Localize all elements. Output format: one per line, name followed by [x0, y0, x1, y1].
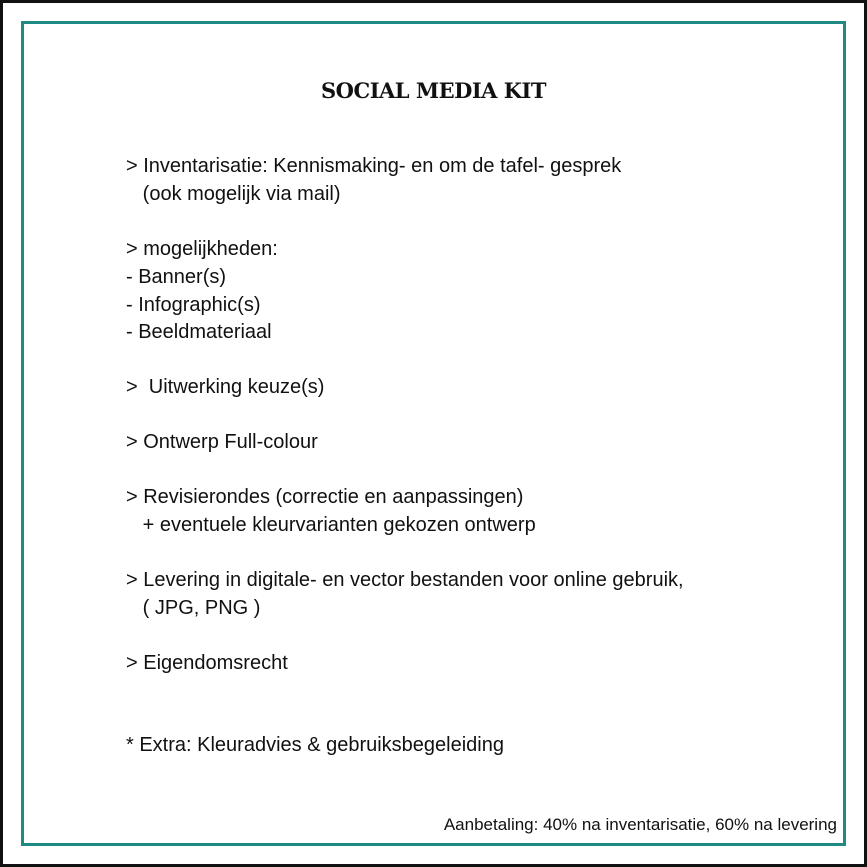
- page-title: SOCIAL MEDIA KIT: [321, 78, 546, 103]
- list-item-mogelijkheden: > mogelijkheden:: [126, 238, 278, 260]
- list-item-infographics: - Infographic(s): [126, 294, 261, 316]
- list-item-kleurvarianten: + eventuele kleurvarianten gekozen ontwerp: [126, 514, 536, 536]
- list-item-revisierondes: > Revisierondes (correctie en aanpassingen): [126, 486, 524, 508]
- list-item-ontwerp: > Ontwerp Full-colour: [126, 431, 318, 453]
- list-item-beeldmateriaal: - Beeldmateriaal: [126, 321, 272, 343]
- list-item-inventarisatie: > Inventarisatie: Kennismaking- en om de tafel- gesprek: [126, 155, 622, 177]
- payment-note: Aanbetaling: 40% na inventarisatie, 60% na levering: [443, 815, 837, 834]
- list-item-eigendomsrecht: > Eigendomsrecht: [126, 652, 288, 674]
- extra-note: * Extra: Kleuradvies & gebruiksbegeleiding: [126, 734, 504, 756]
- list-item-formats: ( JPG, PNG ): [126, 597, 261, 619]
- list-item-inventarisatie-note: (ook mogelijk via mail): [126, 183, 341, 205]
- list-item-banners: - Banner(s): [126, 266, 227, 288]
- list-item-levering: > Levering in digitale- en vector bestanden voor online gebruik,: [126, 569, 684, 591]
- list-item-uitwerking: > Uitwerking keuze(s): [126, 376, 325, 398]
